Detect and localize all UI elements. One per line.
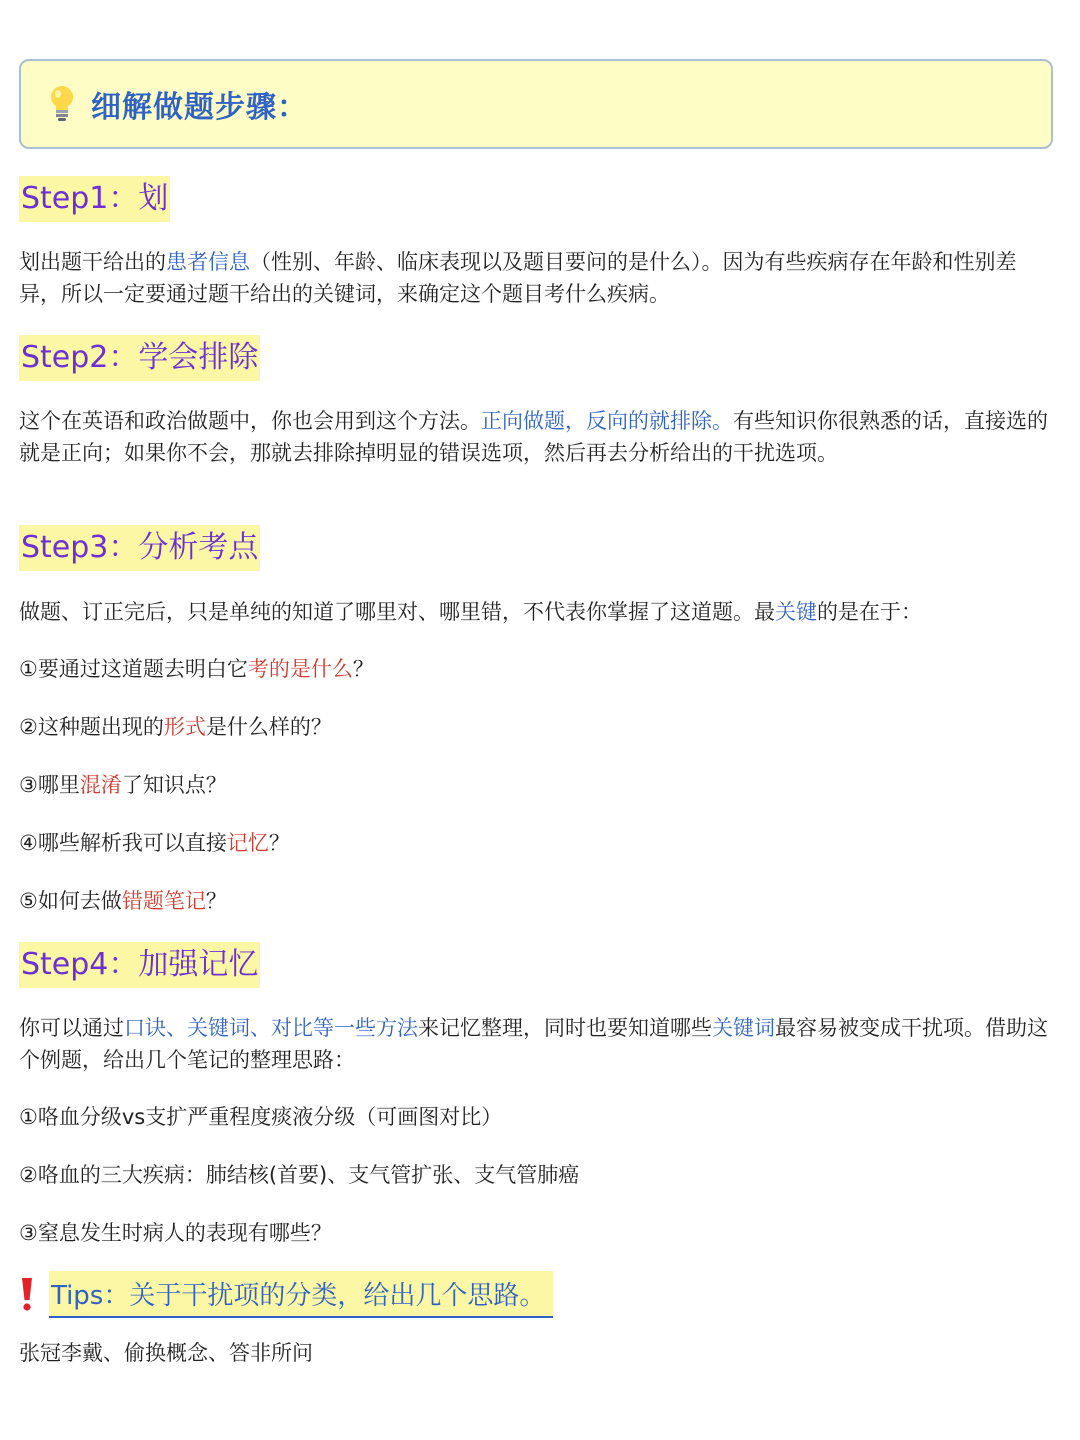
step4-heading: Step4：加强记忆 [19,942,260,988]
tips-title: Tips：关于干扰项的分类，给出几个思路。 [49,1271,553,1318]
step4-text-c: 来记忆整理，同时也要知道哪些 [418,1016,712,1040]
step3-intro-highlight: 关键 [775,600,817,624]
step3-intro-c: 的是在于： [817,600,922,624]
header-callout [19,59,1053,149]
item-text: ②这种题出现的 [19,715,164,739]
step2-text-a: 这个在英语和政治做题中，你也会用到这个方法。 [19,409,481,433]
item-text: ？ [205,889,227,913]
item-text: ①要通过这道题去明白它 [19,657,248,681]
item-highlight: 混淆 [79,773,122,797]
step2-heading: Step2：学会排除 [19,335,260,381]
step3-item-3 [19,769,1049,801]
item-text: 了知识点？ [121,773,227,797]
item-highlight: 记忆 [226,831,269,855]
step1-text-c: （性别、年龄、临床表现以及题目要问的是什么）。因为有些疾病存在年龄和性别差异，所以一定要通过题干给出的关键词，来确定这个题目考什么疾病。 [19,250,1017,306]
step3-item-4 [19,827,1049,859]
step4-text-a: 你可以通过 [19,1016,124,1040]
step1-text-a: 划出题干给出的 [19,250,166,274]
step3-intro [19,596,1049,628]
tips-content: 张冠李戴、偷换概念、答非所问 [19,1341,313,1365]
step1-highlight: 患者信息 [166,250,250,274]
step1-heading: Step1：划 [19,176,170,222]
step4-text-e: 最容易被变成干扰项。借助这个例题，给出几个笔记的整理思路： [19,1016,1048,1072]
item-text: ⑤如何去做 [19,889,122,913]
step3-item-2 [19,711,1049,743]
step2-paragraph [19,405,1049,469]
step3-heading: Step3：分析考点 [19,525,260,571]
step2-highlight: 正向做题，反向的就排除。 [481,409,733,433]
step3-item-5 [19,885,1049,917]
page-title: 细解做题步骤： [91,90,308,125]
step3-intro-a: 做题、订正完后，只是单纯的知道了哪里对、哪里错，不代表你掌握了这道题。最 [19,600,775,624]
step4-item-2: ②咯血的三大疾病：肺结核(首要)、支气管扩张、支气管肺癌 [19,1163,580,1187]
step4-item-1: ①咯血分级vs支扩严重程度痰液分级（可画图对比） [19,1105,503,1129]
item-text: ④哪些解析我可以直接 [19,831,227,855]
tips-heading [19,1272,553,1316]
exclamation-icon [19,1276,35,1312]
item-text: 是什么样的？ [205,715,332,739]
item-text: ？ [352,657,374,681]
item-highlight: 错题笔记 [121,889,206,913]
step3-item-1 [19,653,1049,685]
step4-paragraph [19,1012,1049,1076]
item-highlight: 考的是什么 [247,657,353,681]
item-text: ？ [268,831,290,855]
item-text: ③哪里 [19,773,80,797]
step2-text-c: 有些知识你很熟悉的话，直接选的就是正向；如果你不会，那就去排除掉明显的错误选项，然后再去分析给出的干扰选项。 [19,409,1048,465]
step4-highlight-1: 口诀、关键词、对比等一些方法 [124,1016,418,1040]
lightbulb-icon [47,84,77,124]
item-highlight: 形式 [163,715,206,739]
step1-paragraph [19,246,1049,310]
step4-highlight-2: 关键词 [712,1016,775,1040]
step4-item-3: ③窒息发生时病人的表现有哪些？ [19,1221,332,1245]
